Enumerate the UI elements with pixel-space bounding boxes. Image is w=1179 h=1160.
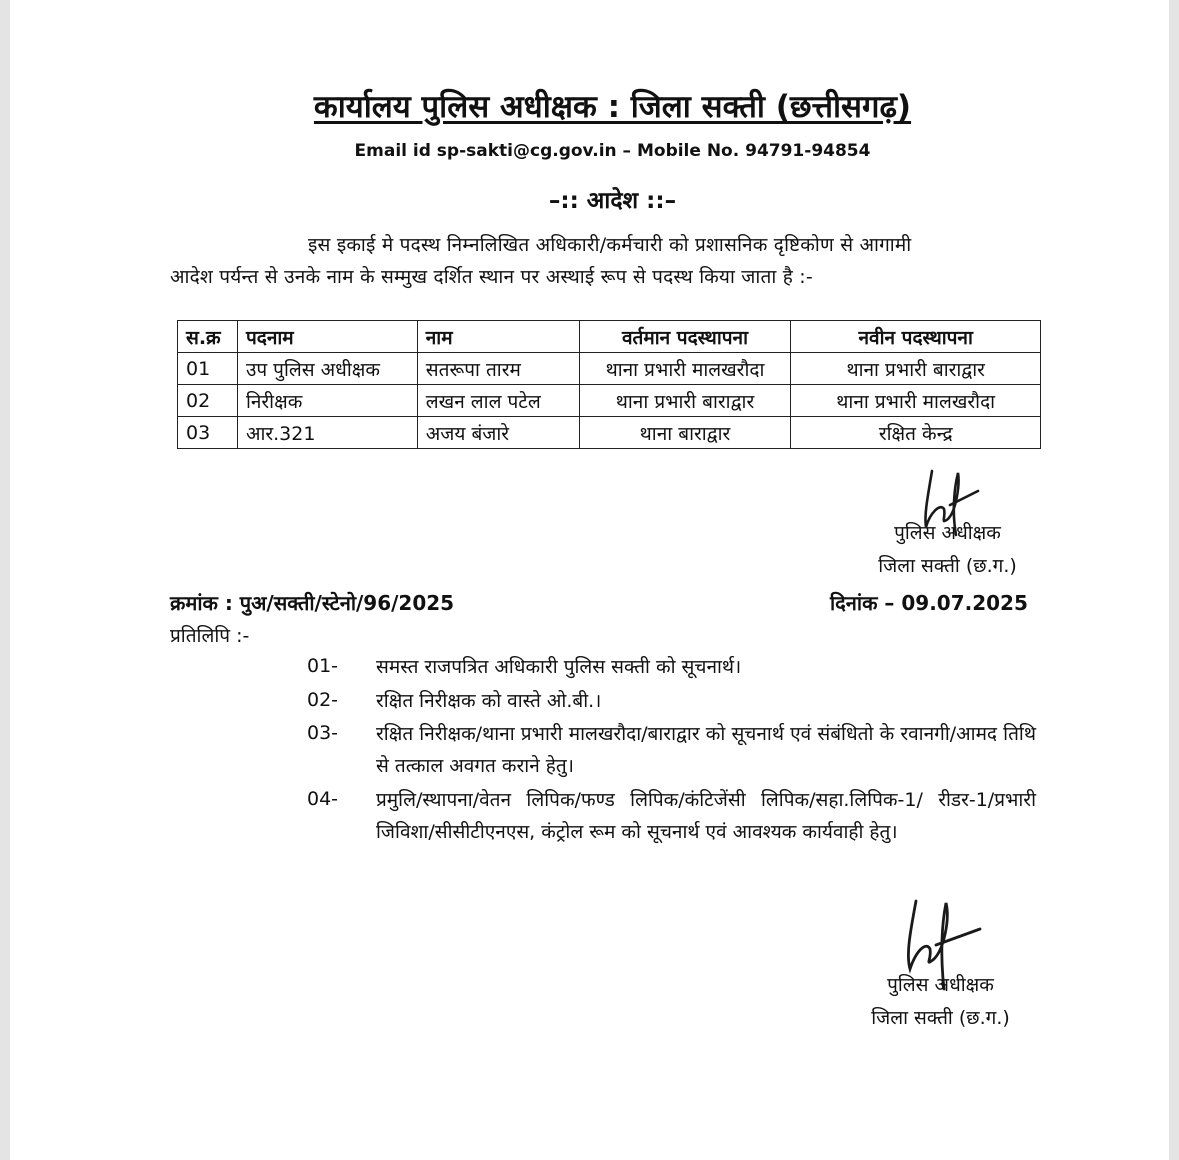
cell-current-posting: थाना प्रभारी मालखरौदा — [579, 353, 791, 385]
col-header-designation: पदनाम — [237, 321, 417, 353]
cell-serial: 03 — [178, 417, 238, 449]
col-header-name: नाम — [417, 321, 579, 353]
cell-serial: 02 — [178, 385, 238, 417]
cell-designation: उप पुलिस अधीक्षक — [237, 353, 417, 385]
copy-to-label: प्रतिलिपि :- — [170, 625, 250, 647]
signatory-designation: पुलिस अधीक्षक — [894, 522, 1001, 544]
signatory-designation: पुलिस अधीक्षक — [887, 974, 994, 996]
cell-new-posting: रक्षित केन्द्र — [791, 417, 1041, 449]
intro-line-2: आदेश पर्यन्त से उनके नाम के सम्मुख दर्शित स्थान पर अस्थाई रूप से पदस्थ किया जाता है :- — [170, 266, 813, 288]
signature-block-2 — [848, 969, 1033, 1035]
copy-item-text: रक्षित निरीक्षक को वास्ते ओ.बी.। — [376, 690, 602, 712]
order-reference-number: क्रमांक : पुअ/सक्ती/स्टेनो/96/2025 — [170, 591, 455, 615]
copy-item-number: 01- — [307, 655, 339, 677]
page-edge-left — [0, 0, 10, 1160]
document-page — [10, 0, 1169, 1160]
contact-line: Email id sp-sakti@cg.gov.in – Mobile No. 94791-94854 — [354, 141, 871, 161]
col-header-serial: स.क्र — [178, 321, 238, 353]
cell-new-posting: थाना प्रभारी मालखरौदा — [791, 385, 1041, 417]
copy-item-text: समस्त राजपत्रित अधिकारी पुलिस सक्ती को सूचनार्थ। — [376, 656, 742, 678]
copy-item-number: 03- — [307, 722, 339, 744]
copy-item-number: 04- — [307, 788, 339, 810]
posting-table — [177, 320, 1041, 449]
copy-item-text: प्रमुलि/स्थापना/वेतन लिपिक/फण्ड लिपिक/कंटिजेंसी लिपिक/सहा.लिपिक-1/ रीडर-1/प्रभारी जिविशा/सीसीटीएनएस, कंट्रोल रूम को सूचनार्थ एवं आवश्यक कार्यवाही हेतु। — [376, 789, 1036, 843]
cell-current-posting: थाना बाराद्वार — [579, 417, 791, 449]
signatory-district: जिला सक्ती (छ.ग.) — [871, 1007, 1010, 1029]
cell-name: अजय बंजारे — [417, 417, 579, 449]
table-row — [178, 385, 1041, 417]
cell-current-posting: थाना प्रभारी बाराद्वार — [579, 385, 791, 417]
cell-serial: 01 — [178, 353, 238, 385]
signature-block-1 — [855, 517, 1040, 583]
col-header-current-posting: वर्तमान पदस्थापना — [579, 321, 791, 353]
cell-name: सतरूपा तारम — [417, 353, 579, 385]
signatory-district: जिला सक्ती (छ.ग.) — [878, 555, 1017, 577]
copy-item-number: 02- — [307, 689, 339, 711]
table-row — [178, 353, 1041, 385]
copy-item-text: रक्षित निरीक्षक/थाना प्रभारी मालखरौदा/बाराद्वार को सूचनार्थ एवं संबंधितो के रवानगी/आमद तिथि से तत्काल अवगत कराने हेतु। — [376, 723, 1036, 777]
intro-line-1: इस इकाई मे पदस्थ निम्नलिखित अधिकारी/कर्मचारी को प्रशासनिक दृष्टिकोण से आगामी — [308, 234, 912, 256]
table-header-row — [178, 321, 1041, 353]
col-header-new-posting: नवीन पदस्थापना — [791, 321, 1041, 353]
order-date: दिनांक – 09.07.2025 — [830, 591, 1028, 615]
page-edge-right — [1169, 0, 1179, 1160]
order-heading: –:: आदेश ::– — [548, 188, 677, 214]
office-title: कार्यालय पुलिस अधीक्षक : जिला सक्ती (छत्तीसगढ़) — [313, 89, 912, 125]
cell-name: लखन लाल पटेल — [417, 385, 579, 417]
cell-new-posting: थाना प्रभारी बाराद्वार — [791, 353, 1041, 385]
cell-designation: निरीक्षक — [237, 385, 417, 417]
table-row — [178, 417, 1041, 449]
cell-designation: आर.321 — [237, 417, 417, 449]
